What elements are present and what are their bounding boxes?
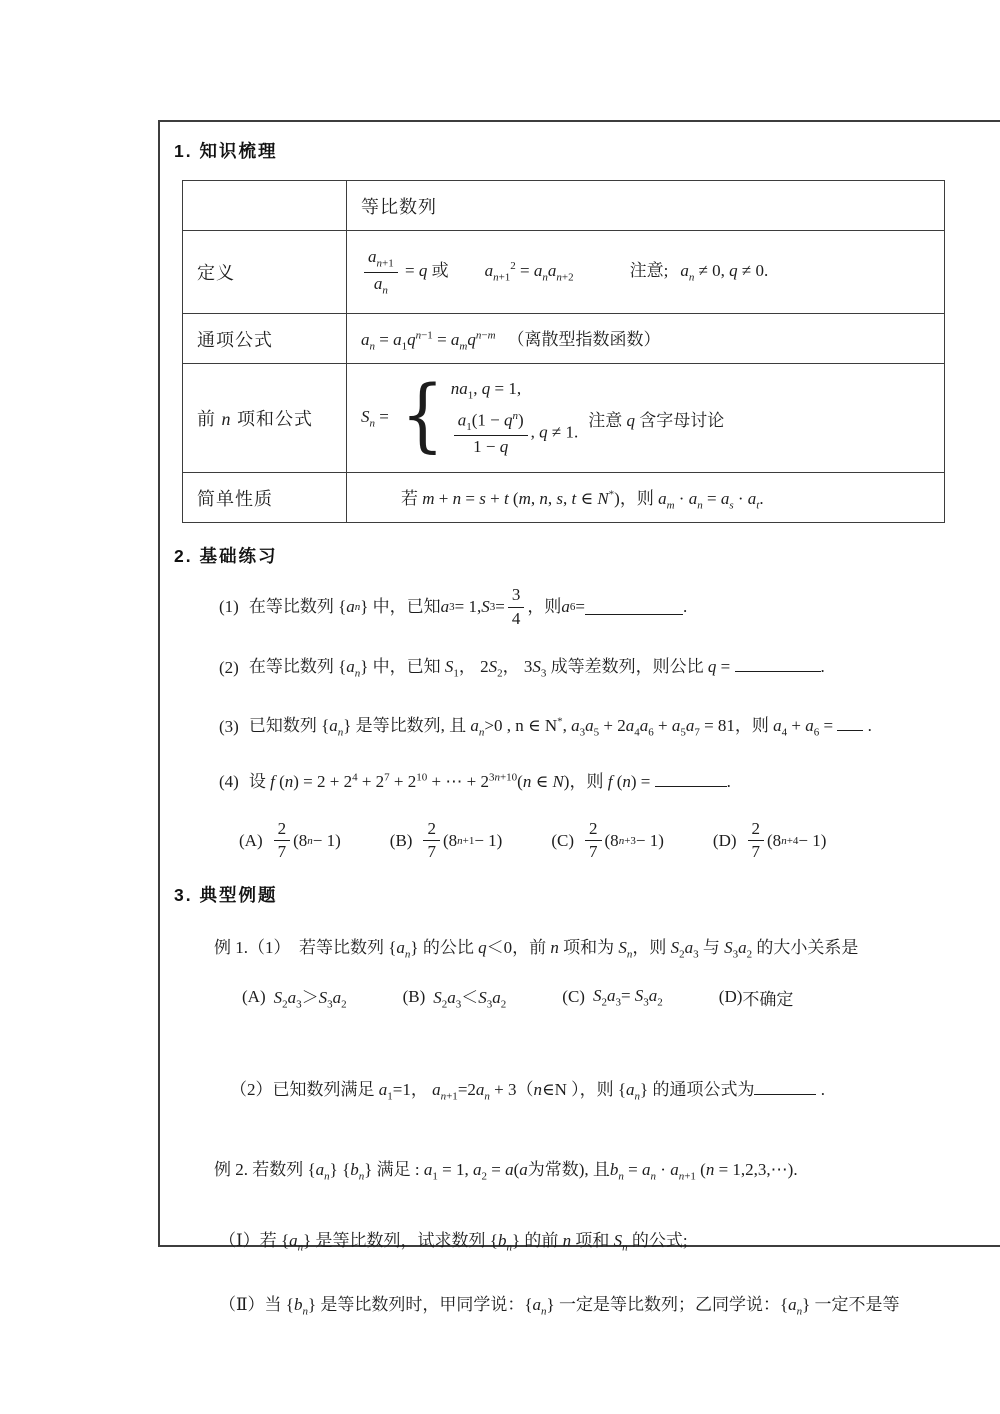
choice-label: (A) <box>242 987 266 1007</box>
choice-item-d <box>713 820 827 862</box>
header-empty-cell <box>183 181 347 231</box>
choice-expression: $S_2a_3>S_3a_2$ <box>273 988 347 1011</box>
content-border-box <box>158 120 1000 1318</box>
general-term-formula-cell: $a_n = a_1q^{n-1} = a_mq^{n-m}$ （离散型指数函数） <box>347 314 945 364</box>
blank-field <box>655 772 727 787</box>
choice-expression: 2 7 (8 n+3 − 1) <box>582 820 664 862</box>
header-title-cell: 等比数列 <box>347 181 945 231</box>
section-1-heading: 1. 知识梳理 <box>174 141 278 161</box>
exercise-2-number: (2) <box>219 658 239 678</box>
example-1-part-2: （2）已知数列满足 $a_1=1$， $a_{n+1}=2a_n$ + 3（n∈N ），则 $\{a_n\}$ 的通项公式为 . <box>230 1079 825 1103</box>
table-row-definition <box>183 231 945 314</box>
choice-expression: 不确定 <box>742 989 794 1009</box>
example-2-part-2: （Ⅱ）当 $\{b_n\}$ 是等比数列时，甲同学说：$\{a_n\}$ 一定是等比数列；乙同学说：$\{a_n\}$ 一定不是等 <box>219 1295 900 1318</box>
knowledge-table <box>182 180 945 523</box>
choice-item-d <box>719 985 794 1010</box>
exercise-2-text: 在等比数列 $\{a_n\}$ 中，已知 $S_1$， $2S_2$， $3S_3$ 成等差数列，则公比 q = . <box>248 657 825 680</box>
blank-field <box>837 716 863 731</box>
choice-item-c <box>562 986 663 1008</box>
section-3-heading: 3. 典型例题 <box>174 884 278 905</box>
exercise-4 <box>219 769 1000 795</box>
properties-label-cell: 简单性质 <box>183 473 347 523</box>
exercise-4-choices-row <box>172 820 1000 862</box>
blank-field <box>735 657 821 672</box>
blank-field <box>585 600 683 615</box>
example-1-intro: 例 1.（1） 若等比数列 $\{a_n\}$ 的公比 q＜0，前 n 项和为 $S_n$，则 $S_2a_3$ 与 $S_3a_2$ 的大小关系是 <box>214 937 859 961</box>
general-term-label-cell: 通项公式 <box>183 314 347 364</box>
exercise-1-number: (1) <box>219 597 239 617</box>
table-row-sum-formula <box>183 364 945 473</box>
sum-formula-cell: $S_n$ = { $na_1$, q = 1, $\frac{a_1(1 - q^n)}{1 - q}$ , q ≠ 1. 注意 q 含字母讨论 <box>347 364 945 473</box>
cases-brace: { <box>400 368 444 461</box>
choice-expression: 2 7 (8 n − 1) <box>271 820 341 862</box>
example-1-choices-row <box>172 983 1000 1010</box>
exercise-3-text: 已知数列 $\{a_n\}$ 是等比数列, 且 $a_n>0$ , n ∈ N*, $a_3a_5 + 2a_4a_6 + a_5a_7 = 81$，则 $a_4 + a_6$ = . <box>248 715 872 739</box>
example-2-intro: 例 2. 若数列 $\{a_n\}$ $\{b_n\}$ 满足 : $a_1 = 1$, $a_2 = a(a$为常数), 且$b_n = a_n \cdot a_{n+1}$ (n = 1,2,3,⋯). <box>214 1160 798 1183</box>
choice-label: (C) <box>551 830 575 850</box>
exercise-4-number: (4) <box>219 772 239 792</box>
choice-label: (B) <box>402 987 426 1007</box>
properties-formula-cell: 若 m + n = s + t (m, n, s, t ∈ N*)，则 $a_m \cdot a_n = a_s \cdot a_t$. <box>347 473 945 523</box>
exercise-1 <box>219 586 1000 628</box>
blank-field <box>754 1080 816 1095</box>
choice-item-b <box>403 983 507 1010</box>
exercise-4-text: 设 f $(n) = 2 + 2^4 + 2^7 + 2^{10}$ + ⋯ + $2^{3n+10}(n$ ∈ N)，则 f (n) = . <box>248 771 731 792</box>
definition-formula-cell: $\frac{a_{n+1}}{a_n}$ = q 或 $a_{n+1}^2 = a_na_{n+2}$ 注意; $a_n \ne 0$, q ≠ 0. <box>347 231 945 314</box>
choice-label: (D) <box>718 987 743 1007</box>
choice-item-b <box>390 820 503 862</box>
exercise-3-number: (3) <box>219 716 239 736</box>
table-row-general-term <box>183 314 945 364</box>
choice-label: (D) <box>712 830 737 850</box>
choice-expression: 2 7 (8 n+1 − 1) <box>420 820 502 862</box>
choice-label: (C) <box>562 987 585 1007</box>
choice-expression: 2 7 (8 n+4 − 1) <box>745 820 827 862</box>
choice-item-a <box>242 983 347 1010</box>
exercise-2 <box>219 654 1000 682</box>
choice-expression: $S_2a_3= S_3a_2$ <box>592 985 663 1009</box>
example-2-part-1: （Ⅰ）若 $\{a_n\}$ 是等比数列，试求数列 $\{b_n\}$ 的前 n 项和 $S_n$ 的公式; <box>219 1230 688 1254</box>
basic-exercises <box>172 586 1000 796</box>
exercise-1-text: 在等比数列 { a n } 中，已知 a 3 = 1, S 3 = 3 4 ，则 a 6 = . <box>248 585 688 628</box>
section-2-heading: 2. 基础练习 <box>174 546 278 566</box>
choice-item-c <box>551 820 664 862</box>
choice-expression: $S_2a_3<S_3a_2$ <box>433 988 507 1011</box>
choice-item-a <box>239 820 341 862</box>
choice-label: (B) <box>389 830 413 850</box>
table-row-properties <box>183 473 945 523</box>
exercise-3 <box>219 713 1000 741</box>
sum-formula-label-cell: 前 n 项和公式 <box>183 364 347 473</box>
table-row-header <box>183 181 945 231</box>
definition-label-cell: 定义 <box>183 231 347 314</box>
choice-label: (A) <box>239 830 263 850</box>
